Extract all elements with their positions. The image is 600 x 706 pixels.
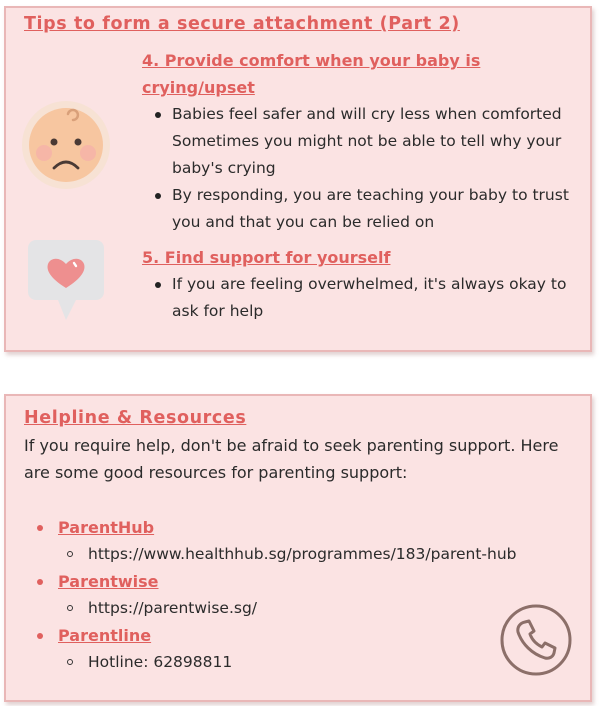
list-item xyxy=(36,568,517,622)
crying-baby-icon xyxy=(18,98,114,192)
list-item xyxy=(36,622,517,676)
section-comfort-heading: 4. Provide comfort when your baby is crying/upset xyxy=(142,51,481,97)
section-support-heading: 5. Find support for yourself xyxy=(142,248,391,267)
helpline-intro: If you require help, don't be afraid to seek parenting support. Here are some good resources for parenting support: xyxy=(24,436,559,482)
resource-url-parentwise[interactable]: https://parentwise.sg/ xyxy=(36,595,517,622)
support-bullets xyxy=(142,271,592,325)
list-item: Babies feel safer and will cry less when comforted Sometimes you might not be able to tell why your baby's crying xyxy=(142,101,592,182)
list-item xyxy=(36,514,517,568)
resource-list xyxy=(36,514,517,676)
list-item: By responding, you are teaching your baby to trust you and that you can be relied on xyxy=(142,182,592,236)
helpline-card xyxy=(4,394,592,702)
comfort-bullets xyxy=(142,101,592,236)
resource-link-parentwise[interactable]: Parentwise xyxy=(36,568,517,595)
resource-link-parenthub[interactable]: ParentHub xyxy=(36,514,517,541)
list-item: If you are feeling overwhelmed, it's always okay to ask for help xyxy=(142,271,592,325)
heart-speech-bubble-icon xyxy=(26,236,106,324)
resource-url-parenthub[interactable]: https://www.healthhub.sg/programmes/183/parent-hub xyxy=(36,541,517,568)
tips-title: Tips to form a secure attachment (Part 2) xyxy=(24,14,460,34)
phone-icon xyxy=(498,602,574,678)
resource-link-parentline[interactable]: Parentline xyxy=(36,622,517,649)
helpline-title: Helpline & Resources xyxy=(24,408,247,428)
resource-hotline-parentline: Hotline: 62898811 xyxy=(36,649,517,676)
tips-card xyxy=(4,6,592,352)
